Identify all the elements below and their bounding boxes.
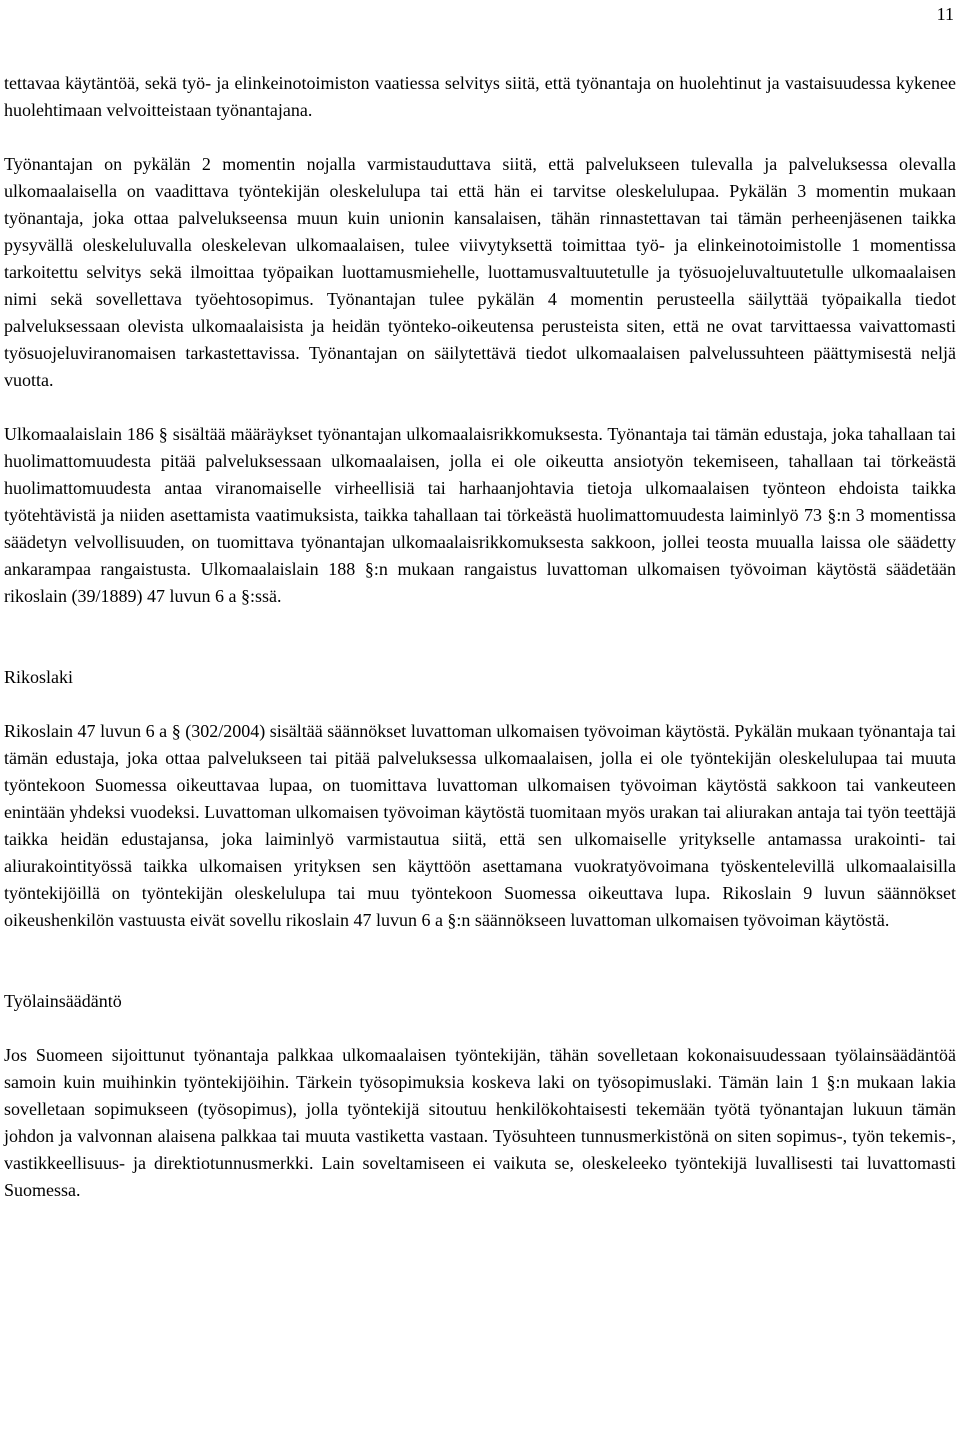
page-number: 11 — [936, 4, 954, 24]
paragraph-1: tettavaa käytäntöä, sekä työ- ja elinkeinotoimiston vaatiessa selvitys siitä, että työnantaja on huolehtinut ja vastaisuudessa kykenee huolehtimaan velvoitteistaan työnantajana. — [4, 73, 956, 120]
paragraph-2: Työnantajan on pykälän 2 momentin nojalla varmistauduttava siitä, että palvelukseen tulevalla ja palveluksessa olevalla ulkomaalaisella on vaadittava työntekijän oleskelulupa tai että hän ei tarvitse oleskelulupaa. Pykälän 3 momentin mukaan työnantaja, joka ottaa palvelukseensa muun kuin unionin kansalaisen, tähän rinnastettavan tai tämän perheenjäsenen taikka pysyvällä oleskeluluvalla oleskelevan ulkomaalaisen, tulee viivytyksettä toimittaa työ- ja elinkeinotoimistolle 1 momentissa tarkoitettu selvitys sekä ilmoittaa työpaikan luottamusmiehelle, luottamusvaltuutetulle ja työsuojeluvaltuutetulle ulkomaalaisen nimi sekä sovellettava työehtosopimus. Työnantajan tulee pykälän 4 momentin perusteella säilyttää työpaikalla tiedot palveluksessaan olevista ulkomaalaisista ja heidän työnteko-oikeutensa perusteista siten, että ne ovat tarvittaessa vaivattomasti työsuojeluviranomaisen tarkastettavissa. Työnantajan on säilytettävä tiedot ulkomaalaisen palvelussuhteen päättymisestä neljä vuotta. — [4, 154, 956, 390]
paragraph-5: Jos Suomeen sijoittunut työnantaja palkkaa ulkomaalaisen työntekijän, tähän sovelletaan kokonaisuudessaan työlainsäädäntöä samoin kuin muihinkin työntekijöihin. Tärkein työsopimuksia koskeva laki on työsopimuslaki. Tämän lain 1 §:n mukaan lakia sovelletaan sopimukseen (työsopimus), jolla työntekijä sitoutuu henkilökohtaisesti tekemään työtä työnantajan lukuun tämän johdon ja valvonnan alaisena palkkaa tai muuta vastiketta vastaan. Työsuhteen tunnusmerkistönä on siten sopimus-, työn tekemis-, vastikkeellisuus- ja direktiotunnusmerkki. Lain soveltamiseen ei vaikuta se, oleskeleeko työntekijä luvallisesti tai luvattomasti Suomessa. — [4, 1045, 956, 1200]
document-body — [4, 70, 956, 1204]
paragraph-3: Ulkomaalaislain 186 § sisältää määräykset työnantajan ulkomaalaisrikkomuksesta. Työnantaja tai tämän edustaja, joka tahallaan tai huolimattomuudesta pitää palveluksessaan ulkomaalaisen, jolla ei ole oikeutta ansiotyön tekemiseen, tahallaan tai törkeästä huolimattomuudesta antaa viranomaiselle virheellisiä tai harhaanjohtavia tietoja ulkomaalaisen työnteon ehdoista taikka työtehtävistä ja niiden asettamista vaatimuksista, taikka tahallaan tai törkeästä huolimattomuudesta laiminlyö 73 §:n 3 momentissa säädetyn velvollisuuden, on tuomittava työnantajan ulkomaalaisrikkomuksesta sakkoon, jollei teosta muualla laissa ole säädetty ankarampaa rangaistusta. Ulkomaalaislain 188 §:n mukaan rangaistus luvattoman ulkomaisen työvoiman käytöstä säädetään rikoslain (39/1889) 47 luvun 6 a §:ssä. — [4, 424, 956, 606]
section-heading-tyolainsaadanto: Työlainsäädäntö — [4, 991, 122, 1011]
paragraph-4: Rikoslain 47 luvun 6 a § (302/2004) sisältää säännökset luvattoman ulkomaisen työvoiman käytöstä. Pykälän mukaan työnantaja tai tämän edustaja, joka ottaa palvelukseen tai pitää palveluksessa ulkomaalaisen, jolla ei ole työntekijän oleskelulupaa tai muuta työntekoon Suomessa oikeuttavaa lupaa, on tuomittava luvattoman ulkomaisen työvoiman käytöstä sakkoon tai vankeuteen enintään yhdeksi vuodeksi. Luvattoman ulkomaisen työvoiman käytöstä tuomitaan myös urakan tai aliurakan antaja tai työn teettäjä taikka heidän edustajansa, joka laiminlyö varmistautua siitä, että sen ulkomaiselle yritykselle antamassa urakointi- tai aliurakointityössä taikka ulkomaisen yrityksen sen käyttöön asettamana vuokratyövoimana työskentelevillä ulkomaalaisilla työntekijöillä on työntekijän oleskelulupa tai muu työntekoon Suomessa oikeuttava lupa. Rikoslain 9 luvun säännökset oikeushenkilön vastuusta eivät sovellu rikoslain 47 luvun 6 a §:n säännökseen luvattoman ulkomaisen työvoiman käytöstä. — [4, 721, 956, 930]
section-heading-rikoslaki: Rikoslaki — [4, 667, 74, 687]
